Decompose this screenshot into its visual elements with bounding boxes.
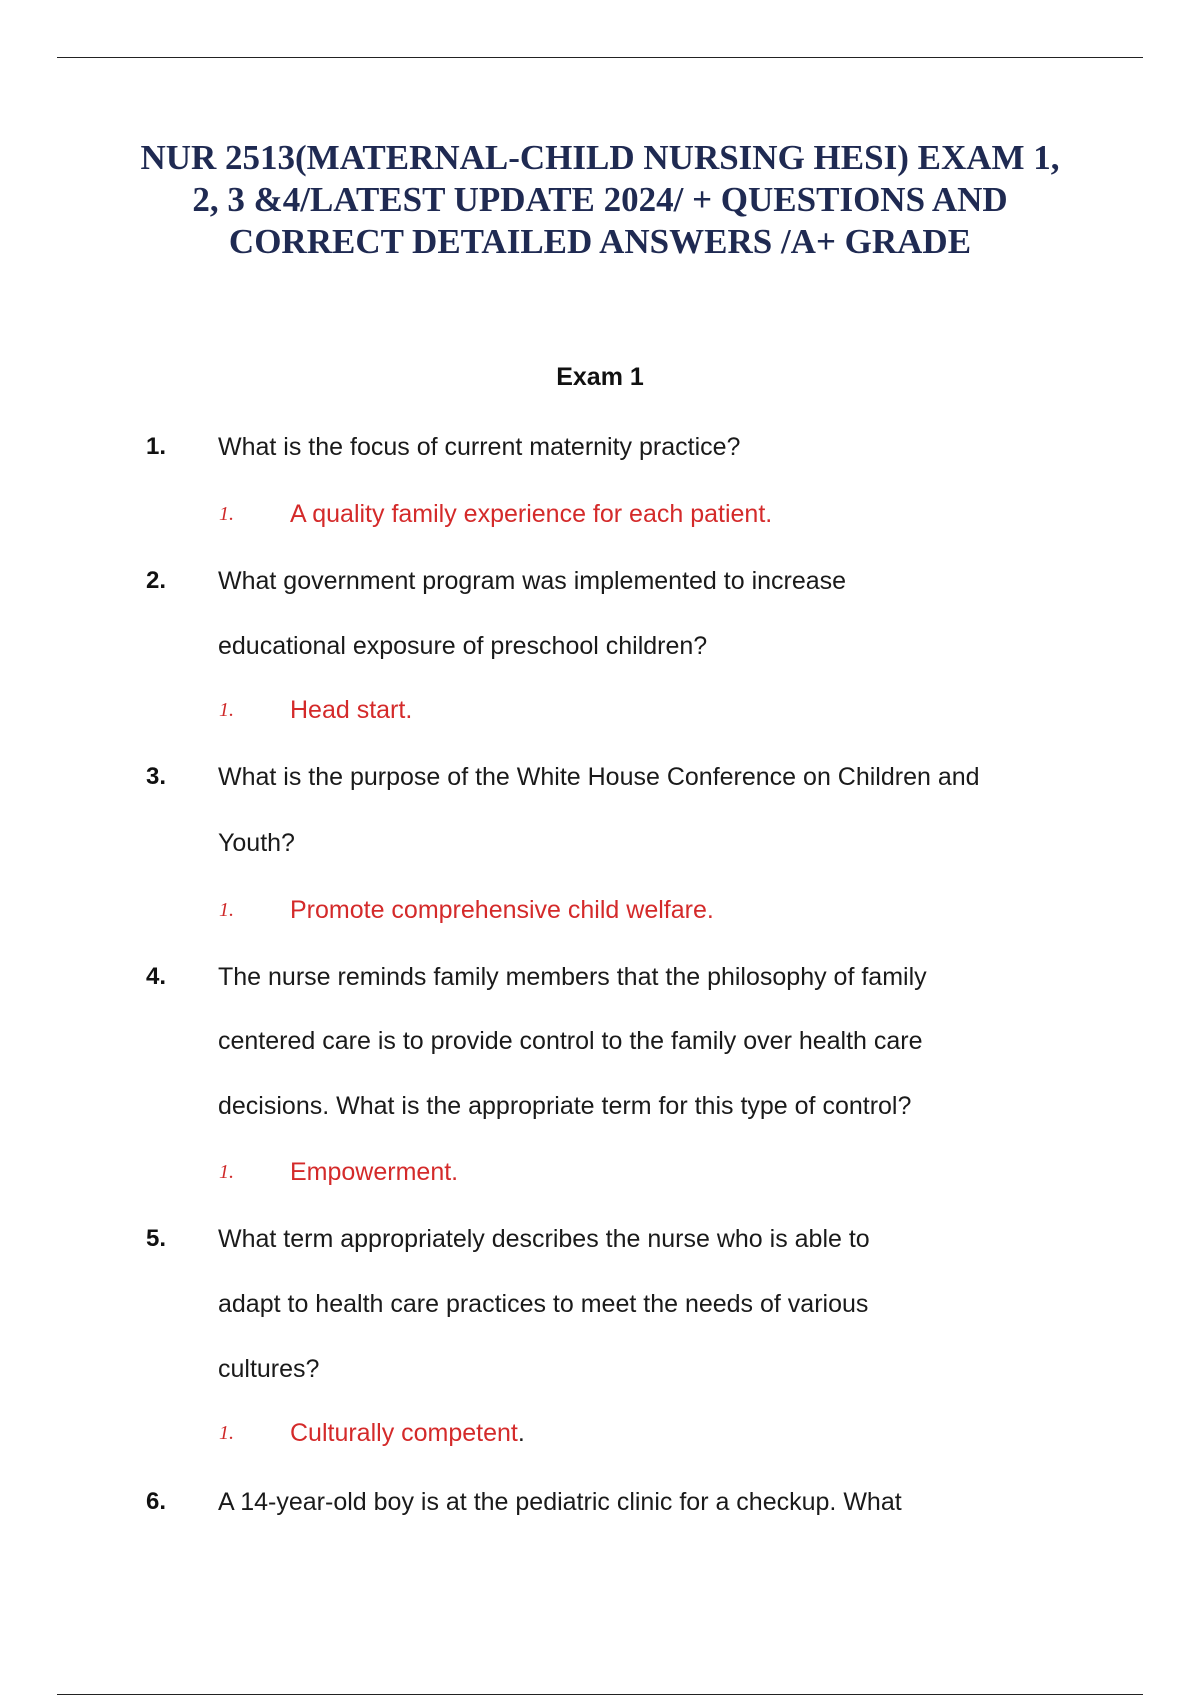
question-number: 1. [146,433,167,460]
answer-text [290,695,412,725]
title-line: NUR 2513(MATERNAL-CHILD NURSING HESI) EXAM 1, [140,138,1060,177]
top-rule [57,57,1143,58]
document-title [100,137,1100,263]
answer-text [290,499,772,529]
question-number: 3. [146,763,167,790]
answer-label: Empowerment. [290,1158,459,1186]
answer-label: A quality family experience for each patient. [290,500,773,528]
answer-number: 1. [219,1422,234,1444]
question-text-line: Youth? [218,829,295,857]
answer-suffix: . [517,1419,525,1447]
answer-text [290,1157,458,1187]
title-line: CORRECT DETAILED ANSWERS /A+ GRADE [228,222,972,261]
question-text-line: A 14-year-old boy is at the pediatric clinic for a checkup. What [218,1488,902,1516]
answer-label: Head start. [290,696,413,724]
title-line: 2, 3 &4/LATEST UPDATE 2024/ + QUESTIONS AND [192,180,1008,219]
answer-number: 1. [219,503,234,525]
question-text-line: The nurse reminds family members that the philosophy of family [218,963,927,991]
question-number: 6. [146,1488,167,1515]
question-text-line: centered care is to provide control to the family over health care [218,1027,923,1055]
question-text-line: cultures? [218,1355,320,1383]
question-text-line: adapt to health care practices to meet the needs of various [218,1290,869,1318]
bottom-rule [57,1694,1143,1695]
answer-number: 1. [219,899,234,921]
answer-number: 1. [219,699,234,721]
answer-label: Promote comprehensive child welfare. [290,896,714,924]
question-number: 4. [146,963,167,990]
question-text-line: What term appropriately describes the nurse who is able to [218,1225,870,1253]
question-text-line: decisions. What is the appropriate term for this type of control? [218,1092,912,1120]
question-text-line: What is the focus of current maternity practice? [218,433,741,461]
question-text-line: What is the purpose of the White House Conference on Children and [218,763,980,791]
question-text-line: educational exposure of preschool children? [218,632,708,660]
answer-text [290,895,714,925]
question-number: 2. [146,567,167,594]
answer-text [290,1418,525,1448]
answer-label: Culturally competent [290,1419,518,1447]
answer-number: 1. [219,1161,234,1183]
question-text-line: What government program was implemented to increase [218,567,847,595]
question-number: 5. [146,1225,167,1252]
section-heading: Exam 1 [556,363,644,391]
